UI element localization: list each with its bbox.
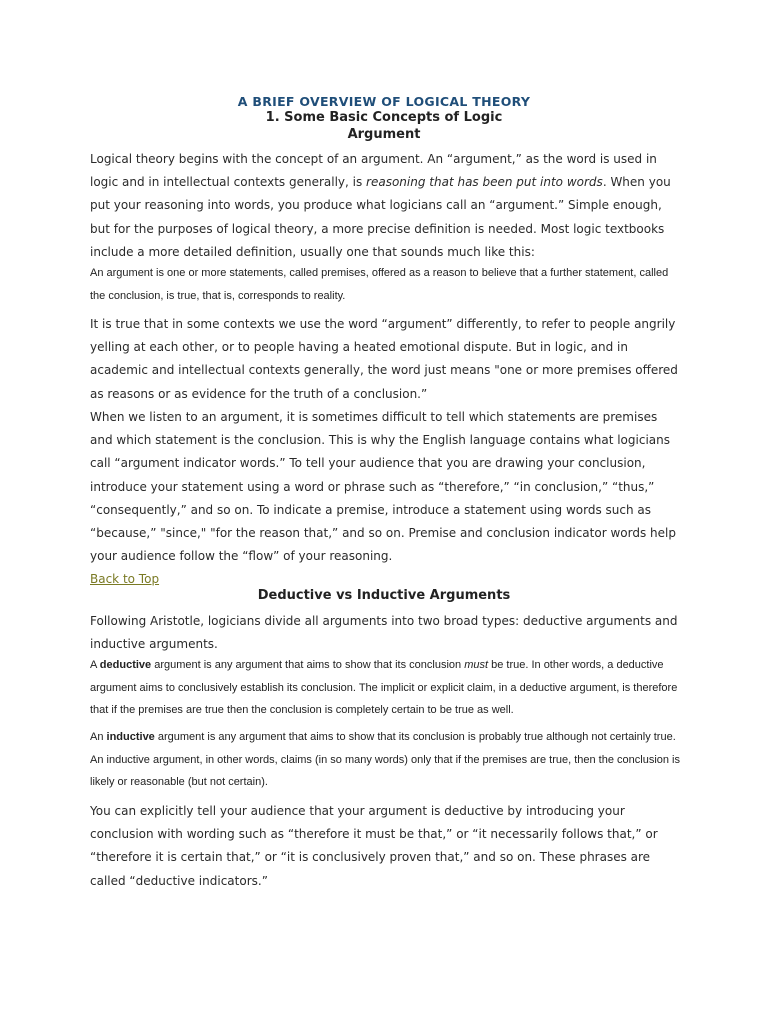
paragraph-deductive [90,654,680,722]
paragraph-inductive [90,726,680,794]
deductive-term: deductive [99,659,152,671]
deductive-mid: argument is any argument that aims to show that its conclusion [151,659,465,671]
subheading-argument: Argument [347,127,421,142]
deductive-rest: be true. In other words, a deductive argument aims to conclusively establish its conclusion. The implicit or explicit claim, in a deductive argument, is therefore that if the premises are true then the conclusion is completely certain to be true as well. [90,659,678,716]
paragraph-deductive-indicators: You can explicitly tell your audience that your argument is deductive by introducing your conclusion with wording such as “therefore it must be that,” or “it necessarily follows that,” or “therefore it is certain that,” or “it is conclusively proven that,” and so on. These phrases are called “deductive indicators.” [90,804,658,888]
deductive-a: A [90,659,100,671]
inductive-term: inductive [106,731,155,743]
section-heading-deductive-inductive: Deductive vs Inductive Arguments [257,588,511,603]
argument-definition: An argument is one or more statements, called premises, offered as a reason to believe that a further statement, called the conclusion, is true, that is, corresponds to reality. [90,267,669,302]
paragraph-intro-before: Logical theory begins with the concept of an argument. An “argument,” as the word is used in logic and in intellectual contexts generally, is [90,152,657,190]
inductive-rest: argument is any argument that aims to show that its conclusion is probably true although not certainly true. An inductive argument, in other words, claims (in so many words) only that if the premises are true, then the conclusion is likely or reasonable (but not certain). [90,731,680,788]
document-title: A BRIEF OVERVIEW OF LOGICAL THEORY [237,94,531,109]
section-title: 1. Some Basic Concepts of Logic [265,110,503,125]
deductive-must: must [464,659,489,671]
paragraph-intro-italic: reasoning that has been put into words [366,175,603,190]
paragraph-aristotle: Following Aristotle, logicians divide all arguments into two broad types: deductive arguments and inductive arguments. [90,614,678,652]
paragraph-intro-after: . When you put your reasoning into words, you produce what logicians call an “argument.” Simple enough, but for the purposes of logical theory, a more precise definition is needed. Most logic textbooks include a more detailed definition, usually one that sounds much like this: [90,175,671,259]
back-to-top-link[interactable]: Back to Top [90,572,160,586]
paragraph-indicator-words: When we listen to an argument, it is sometimes difficult to tell which statements are premises and which statement is the conclusion. This is why the English language contains what logicians call “argument indicator words.” To tell your audience that you are drawing your conclusion, introduce your statement using a word or phrase such as “therefore,” “in conclusion,” “thus,” “consequently,” and so on. To indicate a premise, introduce a statement using words such as “because,” "since," "for the reason that,” and so on. Premise and conclusion indicator words help your audience follow the “flow” of your reasoning. [90,410,676,564]
paragraph-usage: It is true that in some contexts we use the word “argument” differently, to refer to people angrily yelling at each other, or to people having a heated emotional dispute. But in logic, and in academic and intellectual contexts generally, the word just means "one or more premises offered as reasons or as evidence for the truth of a conclusion.” [90,317,678,401]
inductive-a: An [90,731,107,743]
paragraph-intro [90,148,680,264]
